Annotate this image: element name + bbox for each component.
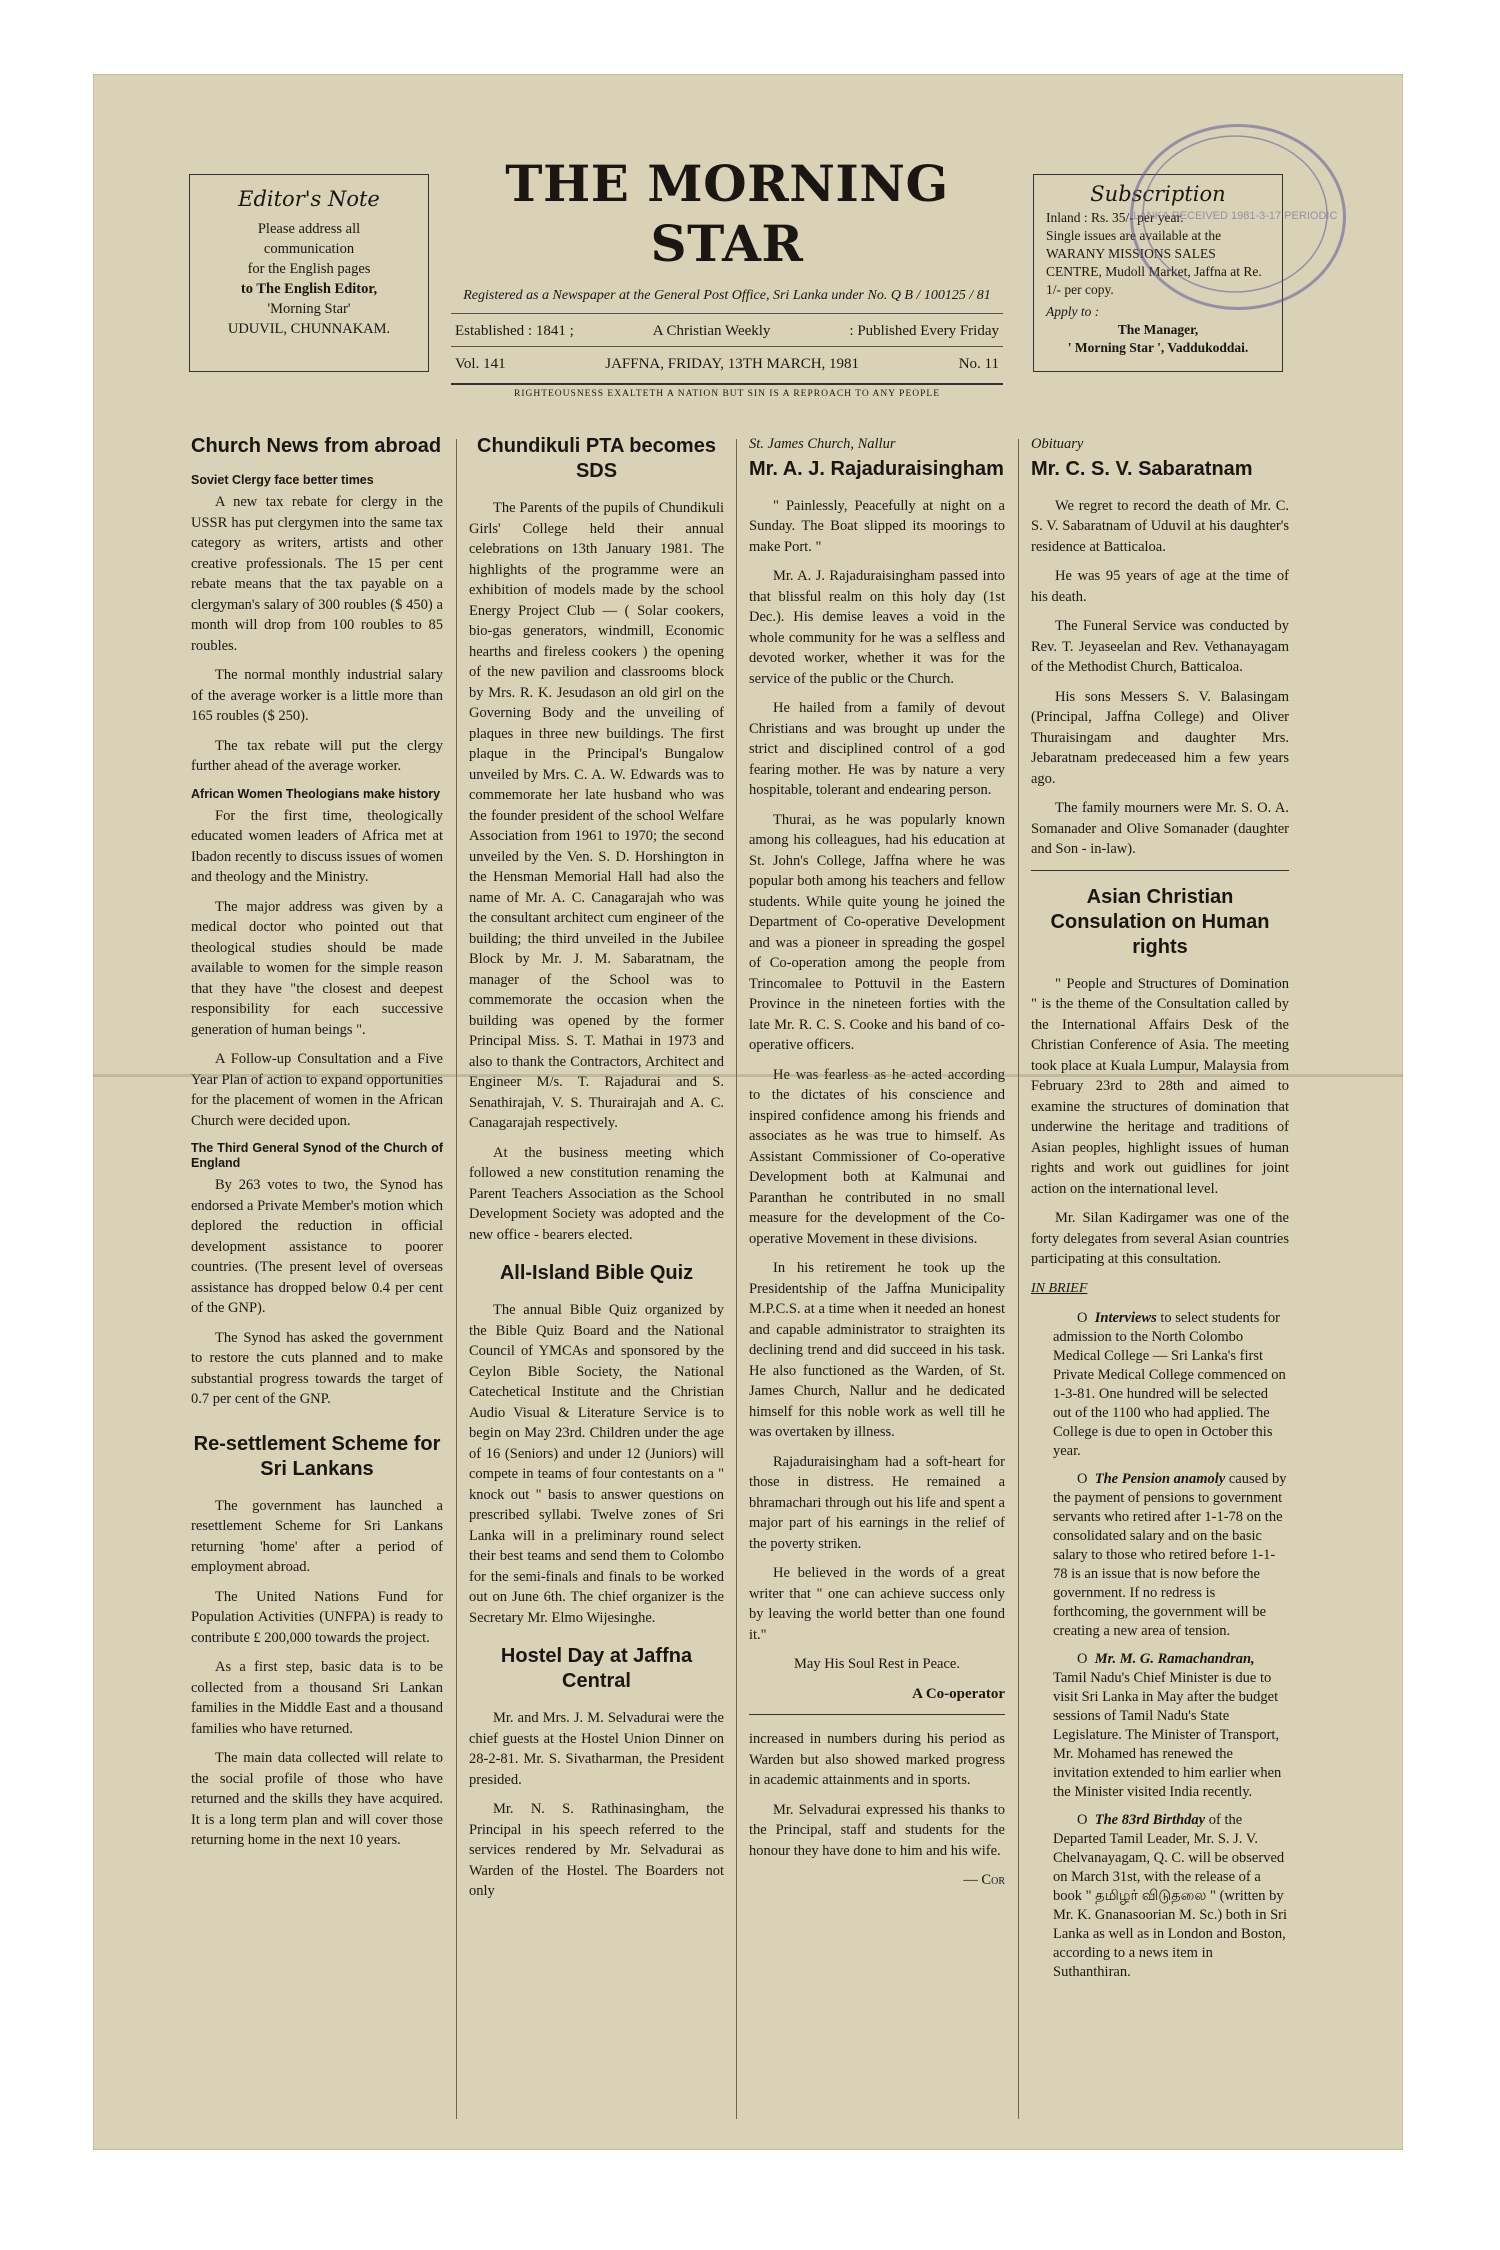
paragraph: His sons Messers S. V. Balasingam (Principal, Jaffna College) and Oliver Thuraisingam and daughter Mrs. Jebaratnam predeceased him a few years ago. bbox=[1031, 688, 1289, 787]
column-3 bbox=[749, 434, 1005, 1891]
paragraph: The normal monthly industrial salary of the average worker is a little more than 165 roubles ($ 250). bbox=[191, 667, 443, 724]
masthead-issue-row bbox=[451, 346, 1003, 375]
brief-item: O The 83rd Birthday of the Departed Tamil Leader, Mr. S. J. V. Chelvanayagam, Q. C. will be observed on March 31st, with the release of a book " தமிழர் விடுதலை " (written by Mr. K. Gnanasoorian M. Sc.) both in Sri Lanka as well as in London and Boston, according to a news item in Suthanthiran. bbox=[1053, 1812, 1287, 1980]
newspaper-page bbox=[93, 74, 1403, 2150]
paragraph: The tax rebate will put the clergy further ahead of the average worker. bbox=[191, 737, 443, 774]
paragraph: increased in numbers during his period as Warden but also showed marked progress in academic attainments and in sports. bbox=[749, 1731, 1005, 1788]
brief-text: caused by the payment of pensions to government servants who retired after 1-1-78 on the consolidated salary and on the basic salary to those who retired before 1-1-78 is an issue that is now before the government. If no redress is forthcoming, the government will be creating a new area of tension. bbox=[1053, 1471, 1287, 1639]
brief-item: O Interviews to select students for admission to the North Colombo Medical College — Sri Lanka's first Private Medical College commenced on 1-3-81. One hundred will be selected out of the 1100 who had applied. The College is due to open in October this year. bbox=[1053, 1310, 1286, 1459]
column-divider bbox=[456, 439, 457, 2119]
paragraph: Mr. Silan Kadirgamer was one of the forty delegates from several Asian countries participating at this consultation. bbox=[1031, 1210, 1289, 1267]
editors-note-line: UDUVIL, CHUNNAKAM. bbox=[227, 321, 391, 337]
brief-text: to select students for admission to the North Colombo Medical College — Sri Lanka's first Private Medical College commenced on 1-3-81. One hundred will be selected out of the 1100 who had applied. The College is due to open in October this year. bbox=[1053, 1310, 1286, 1459]
masthead bbox=[451, 154, 1003, 399]
editors-note-title: Editor's Note bbox=[238, 187, 380, 211]
masthead-info-row bbox=[451, 314, 1003, 342]
paragraph: The United Nations Fund for Population Activities (UNFPA) is ready to contribute £ 200,000 towards the project. bbox=[191, 1588, 443, 1646]
signoff-cor: — Cor bbox=[963, 1872, 1005, 1888]
headline-rajaduraisingham: Mr. A. J. Rajaduraisingham bbox=[749, 457, 1004, 480]
brief-text: of the Departed Tamil Leader, Mr. S. J. V. Chelvanayagam, Q. C. will be observed on March 31st, with the release of a book " தமிழர் விடுதலை " (written by Mr. K. Gnanasoorian M. Sc.) both in Sri Lanka as well as in London and Boston, according to a news item in Suthanthiran. bbox=[1053, 1812, 1287, 1980]
brief-item: O The Pension anamoly caused by the payment of pensions to government servants who retired after 1-1-78 on the consolidated salary and on the basic salary to those who retired before 1-1-78 is an issue that is now before the government. If no redress is forthcoming, the government will be creating a new area of tension. bbox=[1053, 1471, 1287, 1639]
headline-church-news: Church News from abroad bbox=[191, 435, 442, 457]
paragraph: He was fearless as he acted according to the dictates of his conscience and inspired confidence among his friends and associates as he was true to himself. As Assistant Commissioner of Co-operative Development both at Kalmunai and Paranthan he contributed in no small measure for the development of the Co-operative Movement in these divisions. bbox=[749, 1066, 1005, 1247]
editors-note-line: Please address all bbox=[257, 221, 361, 237]
paragraph: Mr. A. J. Rajaduraisingham passed into that blissful realm on this holy day (1st Dec.). His demise leaves a void in the whole community for he was a selfless and devoted worker, whether it was for the service of the public or the Church. bbox=[749, 568, 1005, 687]
paragraph: He believed in the words of a great writer that " one can achieve success only by leaving the world better than one found it." bbox=[749, 1565, 1005, 1643]
volume: Vol. 141 bbox=[455, 356, 506, 372]
brief-text: Tamil Nadu's Chief Minister is due to visit Sri Lanka in May after the budget sessions of Tamil Nadu's State Legislature. The Minister of Transport, Mr. Mohamed has renewed the invitation extended to him earlier when the Minister visited India recently. bbox=[1053, 1670, 1282, 1800]
subhead-soviet-clergy: Soviet Clergy face better times bbox=[191, 473, 374, 487]
paragraph: He was 95 years of age at the time of his death. bbox=[1031, 568, 1289, 605]
paragraph: Mr. and Mrs. J. M. Selvadurai were the chief guests at the Hostel Union Dinner on 28-2-81. Mr. S. Sivatharman, the President presided. bbox=[469, 1710, 724, 1788]
subhead-african-women: African Women Theologians make history bbox=[191, 786, 441, 801]
paragraph: For the first time, theologically educated women leaders of Africa met at Ibadon recently to discuss issues of women and theology and the Ministry. bbox=[191, 807, 443, 885]
editors-note-line: for the English pages bbox=[247, 261, 371, 277]
paragraph: The annual Bible Quiz organized by the Bible Quiz Board and the National Council of YMCAs and sponsored by the Ceylon Bible Society, the National Catechetical Institute and the Christian Audio Visual & Literature Service is to begin on May 23rd. Children under the age of 16 (Seniors) and under 12 (Juniors) will compete in teams of four contestants on a " knock out " basis to answer questions on prescribed syllabi. Twelve zones of Sri Lanka will in a preliminary round select their best teams and send them to Colombo for the semi-finals and finals to be worked out on June 6th. The chief organizer is the Secretary Mr. Elmo Wijesinghe. bbox=[469, 1302, 724, 1626]
in-brief-heading: IN BRIEF bbox=[1031, 1280, 1088, 1296]
subscription-address: ' Morning Star ', Vaddukoddai. bbox=[1067, 340, 1249, 355]
brief-lead: The 83rd Birthday bbox=[1094, 1812, 1206, 1828]
headline-sabaratnam: Mr. C. S. V. Sabaratnam bbox=[1031, 457, 1253, 480]
paragraph: Mr. Selvadurai expressed his thanks to the Principal, staff and students for the honour they have done to him and his wife. bbox=[749, 1801, 1005, 1859]
editors-note-box bbox=[189, 174, 429, 372]
headline-asian-consultation: Asian Christian Consulation on Human rights bbox=[1050, 885, 1270, 958]
subscription-apply: Apply to : bbox=[1046, 304, 1100, 319]
place-date: JAFFNA, FRIDAY, 13TH MARCH, 1981 bbox=[605, 356, 860, 372]
editors-note-line: 'Morning Star' bbox=[267, 301, 351, 317]
column-divider bbox=[1018, 439, 1019, 2119]
headline-hostel-day: Hostel Day at Jaffna Central bbox=[500, 1645, 693, 1692]
paragraph: He hailed from a family of devout Christians and was brought up under the strict and disciplined control of a god fearing mother. He was by nature a very hospitable, tolerant and endearing person. bbox=[749, 700, 1005, 798]
subscription-single: Single issues are available at the WARANY MISSIONS SALES CENTRE, Mudoll Market, Jaffna at Re. 1/- per copy. bbox=[1046, 228, 1262, 297]
paragraph: Rajaduraisingham had a soft-heart for those in distress. He remained a bhramachari through out his life and spent a major part of his earnings in the relief of the poverty striken. bbox=[749, 1453, 1005, 1552]
divider bbox=[749, 1714, 1005, 1715]
subhead-general-synod: The Third General Synod of the Church of England bbox=[191, 1141, 443, 1170]
paragraph: A new tax rebate for clergy in the USSR has put clergymen into the same tax category as writers, artists and other creative professionals. The 15 per cent rebate means that the tax payable on a clergyman's salary of 300 roubles ($ 450) a month will drop from 100 roubles to 85 roubles. bbox=[191, 494, 443, 654]
paragraph: " Painlessly, Peacefully at night on a Sunday. The Boat slipped its moorings to make Port. " bbox=[749, 497, 1005, 555]
paragraph: The major address was given by a medical doctor who pointed out that theological studies should be made available to women for the simple reason that they have "the closest and deepest responsibility for each successive generation of human beings ". bbox=[191, 898, 443, 1038]
paragraph: The main data collected will relate to the social profile of those who have returned and the skills they have acquired. It is a long term plan and will cover those returning home in the next 10 years. bbox=[191, 1750, 443, 1848]
editors-note-line: communication bbox=[263, 241, 355, 257]
paragraph: Thurai, as he was popularly known among his colleagues, had his education at St. John's College, Jaffna where he was popular both among his teachers and fellow students. While quite young he joined the Department of Co-operative Development and was a pioneer in spreading the gospel of Co-operation among the people from Trincomalee to Pottuvil in the Eastern Province in the nineteen forties with the late Mr. R. C. S. Cooke and his band of co-operative officers. bbox=[749, 811, 1005, 1053]
brief-lead: The Pension anamoly bbox=[1094, 1471, 1226, 1487]
paragraph: Mr. N. S. Rathinasingham, the Principal in his speech referred to the services rendered by Mr. Selvadurai as Warden of the Hostel. The Boarders not only bbox=[469, 1801, 724, 1899]
column-divider bbox=[736, 439, 737, 2119]
brief-lead: Interviews bbox=[1094, 1310, 1157, 1326]
editors-note-line: to The English Editor, bbox=[240, 281, 378, 297]
column-4 bbox=[1031, 434, 1289, 1991]
tagline: A Christian Weekly bbox=[652, 323, 771, 339]
column-2 bbox=[469, 434, 724, 1911]
paragraph: In his retirement he took up the Presidentship of the Jaffna Municipality M.P.C.S. at a time when it needed an honest and capable administrator to straighten its declining trend and did succeed in his task. He also functioned as the Warden, of St. James Church, Nallur and he dedicated himself for this noble work as well till he was overtaken by illness. bbox=[749, 1260, 1005, 1440]
paragraph: The government has launched a resettlement Scheme for Sri Lankans returning 'home' after a period of employment abroad. bbox=[191, 1497, 443, 1575]
kicker-st-james: St. James Church, Nallur bbox=[749, 436, 896, 452]
paragraph: May His Soul Rest in Peace. bbox=[794, 1656, 960, 1672]
column-1 bbox=[191, 434, 443, 1860]
paragraph: As a first step, basic data is to be collected from a thousand Sri Lankan families in the Middle East and a thousand families who have returned. bbox=[191, 1659, 443, 1737]
headline-bible-quiz: All-Island Bible Quiz bbox=[499, 1262, 694, 1284]
paragraph: At the business meeting which followed a new constitution renaming the Parent Teachers Association as the School Development Society was adopted and the new office - bearers elected. bbox=[469, 1144, 724, 1243]
subscription-inland: Inland : Rs. 35/- per year. bbox=[1046, 210, 1184, 225]
subscription-manager: The Manager, bbox=[1117, 322, 1199, 337]
received-stamp bbox=[1130, 124, 1346, 310]
paragraph: The Parents of the pupils of Chundikuli Girls' College held their annual celebrations on 13th January 1981. The highlights of the programme were an exhibition of models made by the school Energy Project Club — ( Solar cookers, bio-gas generators, windmill, Economic hearths and fireless cookers ) the opening of the new pavilion and classrooms block by Mrs. R. K. Jesudason an old girl on the Governing Body and the unveiling of plaques in three new buildings. The first plaque in the Principal's Bungalow unveiled by Mrs. C. A. W. Edwards was to commemorate her late husband who was the founder president of the school Welfare Association from 1961 to 1970; the second unveiled by the Ven. S. D. Horshington in the Hensman Memorial Hall had also the name of Mr. A. C. Canagarajah who was the consultant architect cum engineer of the building; the third unveiled in the Jubilee Block by Mr. J. M. Sabaratnam, the manager of the School was to commemorate the occasion when the building was opened by the former Principal Miss. S. T. Mathai in 1973 and also to thank the Contractors, Architect and Engineer M/s. T. Rajadurai and S. Senathirajah, V. S. Thurairajah and A. C. Canagarajah respectively. bbox=[469, 500, 724, 1131]
stamp-text: LANKA RECEIVED 1981-3-17 PERIODIC bbox=[1133, 210, 1337, 222]
headline-chundikuli-pta: Chundikuli PTA becomes SDS bbox=[477, 435, 716, 482]
brief-item: O Mr. M. G. Ramachandran, Tamil Nadu's Chief Minister is due to visit Sri Lanka in May after the budget sessions of Tamil Nadu's State Legislature. The Minister of Transport, Mr. Mohamed has renewed the invitation extended to him earlier when the Minister visited India recently. bbox=[1053, 1651, 1282, 1800]
established: Established : 1841 ; bbox=[455, 323, 574, 339]
registration-line: Registered as a Newspaper at the General Post Office, Sri Lanka under No. Q B / 100125 / 81 bbox=[451, 286, 1003, 314]
subscription-title: Subscription bbox=[1090, 182, 1226, 206]
paragraph: We regret to record the death of Mr. C. S. V. Sabaratnam of Uduvil at his daughter's residence at Batticaloa. bbox=[1031, 497, 1289, 555]
paragraph: The family mourners were Mr. S. O. A. Somanader and Olive Somanader (daughter and Son - in-law). bbox=[1031, 800, 1289, 857]
headline-resettlement: Re-settlement Scheme for Sri Lankans bbox=[193, 1432, 441, 1480]
newspaper-title: THE MORNING STAR bbox=[505, 154, 949, 273]
paragraph: The Synod has asked the government to restore the cuts planned and to make substantial progress towards the target of 0.7 per cent of the GNP. bbox=[191, 1329, 443, 1407]
motto: RIGHTEOUSNESS EXALTETH A NATION BUT SIN IS A REPROACH TO ANY PEOPLE bbox=[451, 383, 1003, 399]
kicker-obituary: Obituary bbox=[1031, 436, 1084, 452]
brief-lead: Mr. M. G. Ramachandran, bbox=[1094, 1651, 1255, 1667]
signoff-co-operator: A Co-operator bbox=[912, 1685, 1005, 1702]
publication-frequency: : Published Every Friday bbox=[849, 323, 999, 339]
paragraph: A Follow-up Consultation and a Five Year Plan of action to expand opportunities for the placement of women in the African Church were decided upon. bbox=[191, 1051, 443, 1129]
paragraph: By 263 votes to two, the Synod has endorsed a Private Member's motion which deplored the reduction in official development assistance to poorer countries. (The present level of overseas assistance has dropped below 0.4 per cent of the GNP). bbox=[191, 1177, 443, 1316]
divider bbox=[1031, 870, 1289, 871]
paragraph: " People and Structures of Domination " is the theme of the Consultation called by the International Affairs Desk of the Christian Conference of Asia. The meeting took place at Kuala Lumpur, Malaysia from February 23rd to 28th and aimed to examine the structures of domination that underwine the heritage and traditions of Asian peoples, highlight issues of human rights and work out guidlines for joint action on the international level. bbox=[1031, 975, 1289, 1197]
issue-number: No. 11 bbox=[958, 356, 999, 372]
paragraph: The Funeral Service was conducted by Rev. T. Jeyaseelan and Rev. Vethanayagam of the Methodist Church, Batticaloa. bbox=[1031, 618, 1289, 675]
